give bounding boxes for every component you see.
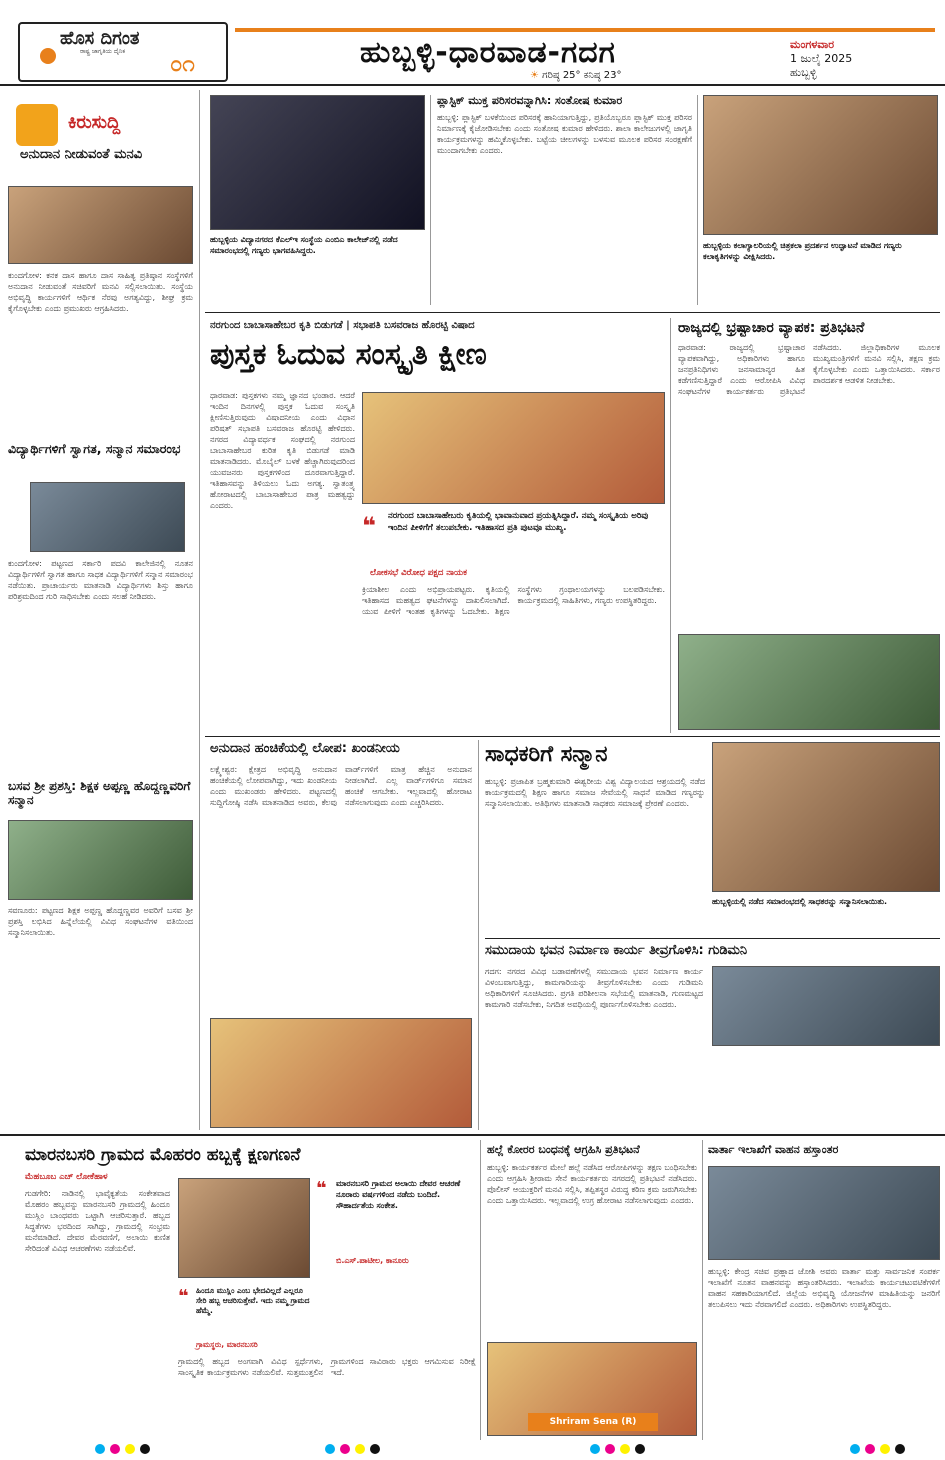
quote-text: ಮಾರನಬಸರಿ ಗ್ರಾಮದ ಅಲಾಯಿ ದೇವರ ಆಚರಣೆ ನೂರಾರು ವರ್ಷಗಳಿಂದ ನಡೆದು ಬಂದಿದೆ. ಸೌಹಾರ್ದತೆಯ ಸಂಕೇತ.	[336, 1179, 461, 1210]
lead-body: ಧಾರವಾಡ: ಪುಸ್ತಕಗಳು ನಮ್ಮ ಜ್ಞಾನದ ಭಂಡಾರ. ಆದರೆ ಇಂದಿನ ದಿನಗಳಲ್ಲಿ ಪುಸ್ತಕ ಓದುವ ಸಂಸ್ಕೃತಿ ಕ್ಷೀಣಿಸುತ್ತಿರುವುದು ವಿಷಾದನೀಯ ಎಂದು ವಿಧಾನ ಪರಿಷತ್ ಸಭಾಪತಿ ಬಸವರಾಜ ಹೊರಟ್ಟಿ ಹೇಳಿದರು. ನಗರದ ವಿದ್ಯಾವರ್ಧಕ ಸಂಘದಲ್ಲಿ ನರಗುಂದ ಬಾಬಾಸಾಹೇಬರ ಕುರಿತ ಕೃತಿ ಬಿಡುಗಡೆ ಮಾಡಿ ಮಾತನಾಡಿದರು. ಮೊಬೈಲ್ ಬಳಕೆ ಹೆಚ್ಚಾಗಿರುವುದರಿಂದ ಯುವಜನರು ಪುಸ್ತಕಗಳಿಂದ ದೂರವಾಗುತ್ತಿದ್ದಾರೆ. ಇತಿಹಾಸವನ್ನು ತಿಳಿಯಲು ಓದು ಅಗತ್ಯ. ಸ್ವಾತಂತ್ರ್ಯ ಹೋರಾಟದಲ್ಲಿ ಬಾಬಾಸಾಹೇಬರ ಪಾತ್ರ ಮಹತ್ವದ್ದು ಎಂದರು.	[210, 391, 355, 510]
story-body: ಹುಬ್ಬಳ್ಳಿ: ಕಾರ್ಯಕರ್ತರ ಮೇಲೆ ಹಲ್ಲೆ ನಡೆಸಿದ ಆರೋಪಿಗಳನ್ನು ತಕ್ಷಣ ಬಂಧಿಸಬೇಕು ಎಂದು ಆಗ್ರಹಿಸಿ ಶ್ರೀರಾಮ ಸೇನೆ ಕಾರ್ಯಕರ್ತರು ನಗರದಲ್ಲಿ ಪ್ರತಿಭಟನೆ ನಡೆಸಿದರು. ಪೊಲೀಸ್ ಆಯುಕ್ತರಿಗೆ ಮನವಿ ಸಲ್ಲಿಸಿ, ತಪ್ಪಿತಸ್ಥರ ವಿರುದ್ಧ ಕಠಿಣ ಕ್ರಮ ಜರುಗಿಸಬೇಕು ಎಂದು ಒತ್ತಾಯಿಸಿದರು. ಇಲ್ಲವಾದಲ್ಲಿ ಉಗ್ರ ಹೋರಾಟ ನಡೆಸಲಾಗುವುದು ಎಂದರು.	[487, 1163, 697, 1205]
registration-dot	[620, 1444, 630, 1454]
hand-pointer-icon	[16, 104, 58, 146]
date-label: 1 ಜುಲೈ 2025	[790, 52, 853, 65]
newspaper-logo	[18, 22, 228, 82]
story-body: ಗುಡಗೇರಿ: ನಾಡಿನಲ್ಲಿ ಭಾವೈಕ್ಯತೆಯ ಸಂಕೇತವಾದ ಮೊಹರಂ ಹಬ್ಬವನ್ನು ಮಾರನಬಸರಿ ಗ್ರಾಮದಲ್ಲಿ ಹಿಂದೂ ಮುಸ್ಲಿಂ ಬಾಂಧವರು ಒಟ್ಟಾಗಿ ಆಚರಿಸುತ್ತಾರೆ. ಹಬ್ಬದ ಸಿದ್ಧತೆಗಳು ಭರದಿಂದ ಸಾಗಿದ್ದು, ಗ್ರಾಮದಲ್ಲಿ ಸಂಭ್ರಮ ಮನೆಮಾಡಿದೆ. ದೇವರ ಮೆರವಣಿಗೆ, ಅಲಾಯಿ ಕುಣಿತ ಸೇರಿದಂತೆ ವಿವಿಧ ಆಚರಣೆಗಳು ನಡೆಯಲಿವೆ.	[25, 1189, 170, 1253]
registration-dot	[110, 1444, 120, 1454]
section-rule	[485, 938, 940, 939]
story-body: ಗದಗ: ನಗರದ ವಿವಿಧ ಬಡಾವಣೆಗಳಲ್ಲಿ ಸಮುದಾಯ ಭವನ ನಿರ್ಮಾಣ ಕಾರ್ಯ ವಿಳಂಬವಾಗುತ್ತಿದ್ದು, ಕಾಮಗಾರಿಯನ್ನು ತೀವ್ರಗೊಳಿಸಬೇಕು ಎಂದು ಗುಡಿಮನಿ ಅಧಿಕಾರಿಗಳಿಗೆ ಸೂಚಿಸಿದರು. ಪ್ರಗತಿ ಪರಿಶೀಲನಾ ಸಭೆಯಲ್ಲಿ ಮಾತನಾಡಿ, ಗುಣಮಟ್ಟದ ಕಾಮಗಾರಿ ನಡೆಸಬೇಕು, ನಿಗದಿತ ಅವಧಿಯಲ್ಲಿ ಪೂರ್ಣಗೊಳಿಸಬೇಕು ಎಂದರು.	[485, 967, 703, 1009]
news-photo	[210, 1018, 472, 1128]
section-rule	[0, 1134, 945, 1136]
story-body: ಧಾರವಾಡ: ರಾಜ್ಯದಲ್ಲಿ ಭ್ರಷ್ಟಾಚಾರ ವ್ಯಾಪಕವಾಗಿದ್ದು, ಅಧಿಕಾರಿಗಳು ಹಾಗೂ ಜನಪ್ರತಿನಿಧಿಗಳು ಜನಸಾಮಾನ್ಯರ ಹಿತ ಕಡೆಗಣಿಸುತ್ತಿದ್ದಾರೆ ಎಂದು ಆರೋಪಿಸಿ ವಿವಿಧ ಸಂಘಟನೆಗಳ ಕಾರ್ಯಕರ್ತರು ಪ್ರತಿಭಟನೆ ನಡೆಸಿದರು. ಜಿಲ್ಲಾಧಿಕಾರಿಗಳ ಮೂಲಕ ಮುಖ್ಯಮಂತ್ರಿಗಳಿಗೆ ಮನವಿ ಸಲ್ಲಿಸಿ, ತಕ್ಷಣ ಕ್ರಮ ಕೈಗೊಳ್ಳಬೇಕು ಎಂದು ಒತ್ತಾಯಿಸಿದರು. ಸರ್ಕಾರ ಪಾರದರ್ಶಕ ಆಡಳಿತ ನೀಡಬೇಕು.	[678, 343, 940, 396]
muharram-quote-1	[316, 1178, 476, 1278]
weather-min: ಕನಿಷ್ಠ 23°	[583, 70, 622, 81]
registration-dot	[895, 1444, 905, 1454]
registration-dot	[850, 1444, 860, 1454]
story-headline: ವಾರ್ತಾ ಇಲಾಖೆಗೆ ವಾಹನ ಹಸ್ತಾಂತರ	[708, 1143, 839, 1156]
section-rule	[205, 736, 940, 737]
registration-dot	[370, 1444, 380, 1454]
story-headline: ಅನುದಾನ ನೀಡುವಂತೆ ಮನವಿ	[20, 147, 143, 162]
weather-max: ಗರಿಷ್ಠ 25°	[542, 70, 581, 81]
lead-photo	[362, 392, 665, 504]
story-body: ಕುಂದಗೋಳ: ಪಟ್ಟಣದ ಸರ್ಕಾರಿ ಪದವಿ ಕಾಲೇಜಿನಲ್ಲಿ ನೂತನ ವಿದ್ಯಾರ್ಥಿಗಳಿಗೆ ಸ್ವಾಗತ ಹಾಗೂ ಸಾಧಕ ವಿದ್ಯಾರ್ಥಿಗಳಿಗೆ ಸನ್ಮಾನ ಸಮಾರಂಭ ನಡೆಯಿತು. ಪ್ರಾಚಾರ್ಯರು ಮಾತನಾಡಿ ವಿದ್ಯಾರ್ಥಿಗಳು ಶಿಸ್ತು ಹಾಗೂ ಪರಿಶ್ರಮದಿಂದ ಗುರಿ ಸಾಧಿಸಬೇಕು ಎಂದು ಸಲಹೆ ನೀಡಿದರು.	[8, 559, 193, 601]
sun-icon: ☀	[530, 70, 539, 81]
lead-quote: ನರಗುಂದ ಬಾಬಾಸಾಹೇಬರು ಕೃತಿಯಲ್ಲಿ ಭಾವಾನುವಾದ ಪ್ರಯತ್ನಿಸಿದ್ದಾರೆ. ನಮ್ಮ ಸಂಸ್ಕೃತಿಯ ಅರಿವು ಇಂದಿನ ಪೀಳಿಗೆಗೆ ತಲುಪಬೇಕು. ಇತಿಹಾಸದ ಪ್ರತಿ ಪುಟವೂ ಮುಖ್ಯ.	[388, 511, 649, 533]
story-body: ಲಕ್ಷ್ಮೇಶ್ವರ: ಕ್ಷೇತ್ರದ ಅಭಿವೃದ್ಧಿ ಅನುದಾನ ಹಂಚಿಕೆಯಲ್ಲಿ ಲೋಪವಾಗಿದ್ದು, ಇದು ಖಂಡನೀಯ ಎಂದು ಮುಖಂಡರು ಹೇಳಿದರು. ಪಟ್ಟಣದಲ್ಲಿ ಸುದ್ದಿಗೋಷ್ಠಿ ನಡೆಸಿ ಮಾತನಾಡಿದ ಅವರು, ಕೆಲವು ವಾರ್ಡ್‌ಗಳಿಗೆ ಮಾತ್ರ ಹೆಚ್ಚಿನ ಅನುದಾನ ನೀಡಲಾಗಿದೆ. ಎಲ್ಲ ವಾರ್ಡ್‌ಗಳಿಗೂ ಸಮಾನ ಹಂಚಿಕೆ ಆಗಬೇಕು. ಇಲ್ಲವಾದಲ್ಲಿ ಹೋರಾಟ ನಡೆಸಲಾಗುವುದು ಎಂದು ಎಚ್ಚರಿಸಿದರು.	[210, 765, 472, 807]
news-photo	[210, 95, 425, 230]
story-headline: ಮಾರನಬಸರಿ ಗ್ರಾಮದ ಮೊಹರಂ ಹಬ್ಬಕ್ಕೆ ಕ್ಷಣಗಣನೆ	[25, 1145, 301, 1165]
registration-dot	[95, 1444, 105, 1454]
photo-caption: ಹುಬ್ಬಳ್ಳಿಯ ಕಲಾಗ್ಯಾಲರಿಯಲ್ಲಿ ಚಿತ್ರಕಲಾ ಪ್ರದರ್ಶನ ಉದ್ಘಾಟನೆ ಮಾಡಿದ ಗಣ್ಯರು ಕಲಾಕೃತಿಗಳನ್ನು ವೀಕ್ಷಿಸಿದರು.	[703, 241, 902, 261]
quote-text: ಹಿಂದೂ ಮುಸ್ಲಿಂ ಎಂಬ ಭೇದವಿಲ್ಲದೆ ಎಲ್ಲರೂ ಸೇರಿ ಹಬ್ಬ ಆಚರಿಸುತ್ತೇವೆ. ಇದು ನಮ್ಮ ಗ್ರಾಮದ ಹೆಮ್ಮೆ.	[196, 1286, 310, 1315]
news-photo	[8, 820, 193, 900]
column-divider	[478, 740, 479, 1130]
lead-headline: ಪುಸ್ತಕ ಓದುವ ಸಂಸ್ಕೃತಿ ಕ್ಷೀಣ	[210, 337, 487, 372]
story-body: ಹುಬ್ಬಳ್ಳಿ: ಪ್ರಜಾಪಿತ ಬ್ರಹ್ಮಕುಮಾರಿ ಈಶ್ವರೀಯ ವಿಶ್ವ ವಿದ್ಯಾಲಯದ ಆಶ್ರಯದಲ್ಲಿ ನಡೆದ ಕಾರ್ಯಕ್ರಮದಲ್ಲಿ ಶಿಕ್ಷಣ ಹಾಗೂ ಸಮಾಜ ಸೇವೆಯಲ್ಲಿ ಸಾಧನೆ ಮಾಡಿದ ಗಣ್ಯರನ್ನು ಸನ್ಮಾನಿಸಲಾಯಿತು. ಅತಿಥಿಗಳು ಮಾತನಾಡಿ ಸಾಧಕರು ಸಮಾಜಕ್ಕೆ ಪ್ರೇರಣೆ ಎಂದರು.	[485, 777, 705, 808]
kiru-sudhi-header	[8, 98, 193, 146]
registration-dot	[340, 1444, 350, 1454]
news-photo	[487, 1342, 697, 1436]
logo-title: ಹೊಸ ದಿಗಂತ	[60, 28, 140, 49]
day-label: ಮಂಗಳವಾರ	[790, 38, 835, 51]
quote-mark-icon: ❝	[362, 512, 377, 540]
lead-body-continued: ಕ್ರಿಯಾಶೀಲ ಎಂದು ಅಭಿಪ್ರಾಯಪಟ್ಟರು. ಕೃತಿಯಲ್ಲಿ ಇತಿಹಾಸದ ಮಹತ್ವದ ಘಟನೆಗಳನ್ನು ದಾಖಲಿಸಲಾಗಿದೆ. ಯುವ ಪೀಳಿಗೆ ಇಂತಹ ಕೃತಿಗಳನ್ನು ಓದಬೇಕು. ಶಿಕ್ಷಣ ಸಂಸ್ಥೆಗಳು ಗ್ರಂಥಾಲಯಗಳನ್ನು ಬಲಪಡಿಸಬೇಕು. ಕಾರ್ಯಕ್ರಮದಲ್ಲಿ ಸಾಹಿತಿಗಳು, ಗಣ್ಯರು ಉಪಸ್ಥಿತರಿದ್ದರು.	[362, 585, 665, 616]
column-divider	[697, 95, 698, 305]
story-body-continued: ಗ್ರಾಮದಲ್ಲಿ ಹಬ್ಬದ ಅಂಗವಾಗಿ ವಿವಿಧ ಸ್ಪರ್ಧೆಗಳು, ಸಾಂಸ್ಕೃತಿಕ ಕಾರ್ಯಕ್ರಮಗಳು ನಡೆಯಲಿವೆ. ಸುತ್ತಮುತ್ತಲಿನ ಗ್ರಾಮಗಳಿಂದ ಸಾವಿರಾರು ಭಕ್ತರು ಆಗಮಿಸುವ ನಿರೀಕ್ಷೆ ಇದೆ.	[178, 1357, 476, 1377]
kiru-sudhi-label: ಕಿರುಸುದ್ದಿ	[68, 112, 121, 133]
registration-dot	[325, 1444, 335, 1454]
section-rule	[205, 312, 940, 313]
quote-byline: ಗ್ರಾಮಸ್ಥರು, ಮಾರನಬಸರಿ	[196, 1340, 258, 1349]
registration-dot	[865, 1444, 875, 1454]
column-divider	[430, 95, 431, 305]
registration-dot	[355, 1444, 365, 1454]
story-body: ಹುಬ್ಬಳ್ಳಿ: ಕೇಂದ್ರ ಸಚಿವ ಪ್ರಹ್ಲಾದ ಜೋಶಿ ಅವರು ವಾರ್ತಾ ಮತ್ತು ಸಾರ್ವಜನಿಕ ಸಂಪರ್ಕ ಇಲಾಖೆಗೆ ನೂತನ ವಾಹನವನ್ನು ಹಸ್ತಾಂತರಿಸಿದರು. ಇಲಾಖೆಯ ಕಾರ್ಯಚಟುವಟಿಕೆಗಳಿಗೆ ವಾಹನ ಸಹಕಾರಿಯಾಗಲಿದೆ. ಜಿಲ್ಲೆಯ ಅಭಿವೃದ್ಧಿ ಯೋಜನೆಗಳ ಮಾಹಿತಿಯನ್ನು ಜನರಿಗೆ ತಲುಪಿಸಲು ಇದು ನೆರವಾಗಲಿದೆ ಎಂದರು. ಅಧಿಕಾರಿಗಳು ಉಪಸ್ಥಿತರಿದ್ದರು.	[708, 1267, 940, 1309]
story-body: ಕುಂದಗೋಳ: ಕನಕ ದಾಸ ಹಾಗೂ ದಾಸ ಸಾಹಿತ್ಯ ಪ್ರತಿಷ್ಠಾನ ಸಂಸ್ಥೆಗಳಿಗೆ ಅನುದಾನ ನೀಡುವಂತೆ ಸಚಿವರಿಗೆ ಮನವಿ ಸಲ್ಲಿಸಲಾಯಿತು. ಸಂಸ್ಥೆಯ ಅಭಿವೃದ್ಧಿ ಕಾರ್ಯಗಳಿಗೆ ಆರ್ಥಿಕ ನೆರವು ಅಗತ್ಯವಿದ್ದು, ಶೀಘ್ರ ಕ್ರಮ ಕೈಗೊಳ್ಳಬೇಕು ಎಂದು ಪ್ರಮುಖರು ಆಗ್ರಹಿಸಿದರು.	[8, 271, 193, 313]
story-headline: ವಿದ್ಯಾರ್ಥಿಗಳಿಗೆ ಸ್ವಾಗತ, ಸನ್ಮಾನ ಸಮಾರಂಭ	[8, 441, 181, 456]
protest-banner: Shriram Sena (R)	[528, 1413, 658, 1431]
left-column	[0, 90, 200, 1130]
logo-emblem-icon	[40, 48, 56, 64]
registration-dot	[140, 1444, 150, 1454]
logo-tagline: ರಾಷ್ಟ್ರ ಜಾಗೃತಿಯ ದೈನಿಕ	[80, 48, 126, 55]
page-number: ೦೧	[170, 52, 195, 77]
story-headline: ಸಮುದಾಯ ಭವನ ನಿರ್ಮಾಣ ಕಾರ್ಯ ತೀವ್ರಗೊಳಿಸಿ: ಗುಡಿಮನಿ	[485, 943, 748, 958]
weather-readout	[530, 70, 622, 81]
story-body: ಸವಣೂರು: ಪಟ್ಟಣದ ಶಿಕ್ಷಕ ಅಪ್ಪಣ್ಣ ಹೊದ್ದಣ್ಣವರ ಅವರಿಗೆ ಬಸವ ಶ್ರೀ ಪ್ರಶಸ್ತಿ ಲಭಿಸಿದ ಹಿನ್ನೆಲೆಯಲ್ಲಿ ವಿವಿಧ ಸಂಘಟನೆಗಳ ವತಿಯಿಂದ ಸನ್ಮಾನಿಸಲಾಯಿತು.	[8, 906, 193, 937]
column-divider	[702, 1140, 703, 1440]
registration-dot	[590, 1444, 600, 1454]
date-box	[790, 38, 940, 80]
news-photo	[178, 1178, 310, 1278]
muharram-quote-2	[178, 1286, 310, 1352]
story-headline: ಹಲ್ಲೆ ಕೋರರ ಬಂಧನಕ್ಕೆ ಆಗ್ರಹಿಸಿ ಪ್ರತಿಭಟನೆ	[487, 1143, 640, 1156]
lead-quote-box	[362, 508, 665, 564]
city-label: ಹುಬ್ಬಳ್ಳಿ	[790, 66, 817, 79]
news-photo	[703, 95, 938, 235]
registration-dot	[880, 1444, 890, 1454]
column-divider	[480, 1140, 481, 1440]
news-photo	[8, 186, 193, 264]
news-photo	[30, 482, 185, 552]
news-photo	[708, 1166, 940, 1260]
story-body: ಹುಬ್ಬಳ್ಳಿ: ಪ್ಲಾಸ್ಟಿಕ್ ಬಳಕೆಯಿಂದ ಪರಿಸರಕ್ಕೆ ಹಾನಿಯಾಗುತ್ತಿದ್ದು, ಪ್ರತಿಯೊಬ್ಬರೂ ಪ್ಲಾಸ್ಟಿಕ್ ಮುಕ್ತ ಪರಿಸರ ನಿರ್ಮಾಣಕ್ಕೆ ಕೈಜೋಡಿಸಬೇಕು ಎಂದು ಸಂತೋಷ ಕುಮಾರ ಹೇಳಿದರು. ಶಾಲಾ ಕಾಲೇಜುಗಳಲ್ಲಿ ಜಾಗೃತಿ ಕಾರ್ಯಕ್ರಮಗಳನ್ನು ಹಮ್ಮಿಕೊಳ್ಳಬೇಕು. ಬಟ್ಟೆಯ ಚೀಲಗಳನ್ನು ಬಳಸುವ ಮೂಲಕ ಪರಿಸರ ಸಂರಕ್ಷಣೆಗೆ ಮುಂದಾಗಬೇಕು ಎಂದರು.	[437, 113, 692, 155]
story-headline: ಸಾಧಕರಿಗೆ ಸನ್ಮಾನ	[485, 742, 608, 767]
story-headline: ಅನುದಾನ ಹಂಚಿಕೆಯಲ್ಲಿ ಲೋಪ: ಖಂಡನೀಯ	[210, 741, 400, 756]
photo-caption: ಹುಬ್ಬಳ್ಳಿಯಲ್ಲಿ ನಡೆದ ಸಮಾರಂಭದಲ್ಲಿ ಸಾಧಕರನ್ನು ಸನ್ಮಾನಿಸಲಾಯಿತು.	[712, 897, 888, 906]
quote-byline: ಲೋಕಸಭೆ ವಿರೋಧ ಪಕ್ಷದ ನಾಯಕ	[370, 568, 467, 578]
registration-dot	[635, 1444, 645, 1454]
photo-caption: ಹುಬ್ಬಳ್ಳಿಯ ವಿದ್ಯಾನಗರದ ಕೆಎಲ್ಇ ಸಂಸ್ಥೆಯ ಎಂಬಿಎ ಕಾಲೇಜ್‌ನಲ್ಲಿ ನಡೆದ ಸಮಾರಂಭದಲ್ಲಿ ಗಣ್ಯರು ಭಾಗವಹಿಸಿದ್ದರು.	[210, 235, 398, 255]
masthead-stripe	[235, 28, 935, 32]
column-divider	[670, 318, 671, 733]
lead-kicker: ನರಗುಂದ ಬಾಬಾಸಾಹೇಬರ ಕೃತಿ ಬಿಡುಗಡೆ | ಸಭಾಪತಿ ಬಸವರಾಜ ಹೊರಟ್ಟಿ ವಿಷಾದ	[210, 320, 475, 331]
registration-dot	[605, 1444, 615, 1454]
story-headline: ರಾಜ್ಯದಲ್ಲಿ ಭ್ರಷ್ಟಾಚಾರ ವ್ಯಾಪಕ: ಪ್ರತಿಭಟನೆ	[678, 320, 865, 336]
news-photo	[712, 742, 940, 892]
quote-mark-icon: ❝	[178, 1286, 189, 1307]
news-photo	[712, 966, 940, 1046]
masthead	[0, 0, 945, 86]
story-headline: ಬಸವ ಶ್ರೀ ಪ್ರಶಸ್ತಿ: ಶಿಕ್ಷಕ ಅಪ್ಪಣ್ಣ ಹೊದ್ದಣ್ಣವರಿಗೆ ಸನ್ಮಾನ	[8, 779, 191, 807]
registration-dot	[125, 1444, 135, 1454]
story-byline: ಮೆಹಬೂಬ ಎಚ್ ಲೋಕೆಹಾಳ	[25, 1172, 108, 1182]
quote-byline: ಬಿ.ಎಸ್.ಪಾಟೀಲ, ಕಾನೂರು	[336, 1256, 409, 1265]
news-photo	[678, 634, 940, 730]
quote-mark-icon: ❝	[316, 1178, 327, 1199]
edition-title: ಹುಬ್ಬಳ್ಳಿ-ಧಾರವಾಡ-ಗದಗ	[360, 35, 616, 70]
story-headline: ಪ್ಲಾಸ್ಟಿಕ್ ಮುಕ್ತ ಪರಿಸರವನ್ನಾಗಿಸಿ: ಸಂತೋಷ ಕುಮಾರ	[437, 94, 623, 107]
